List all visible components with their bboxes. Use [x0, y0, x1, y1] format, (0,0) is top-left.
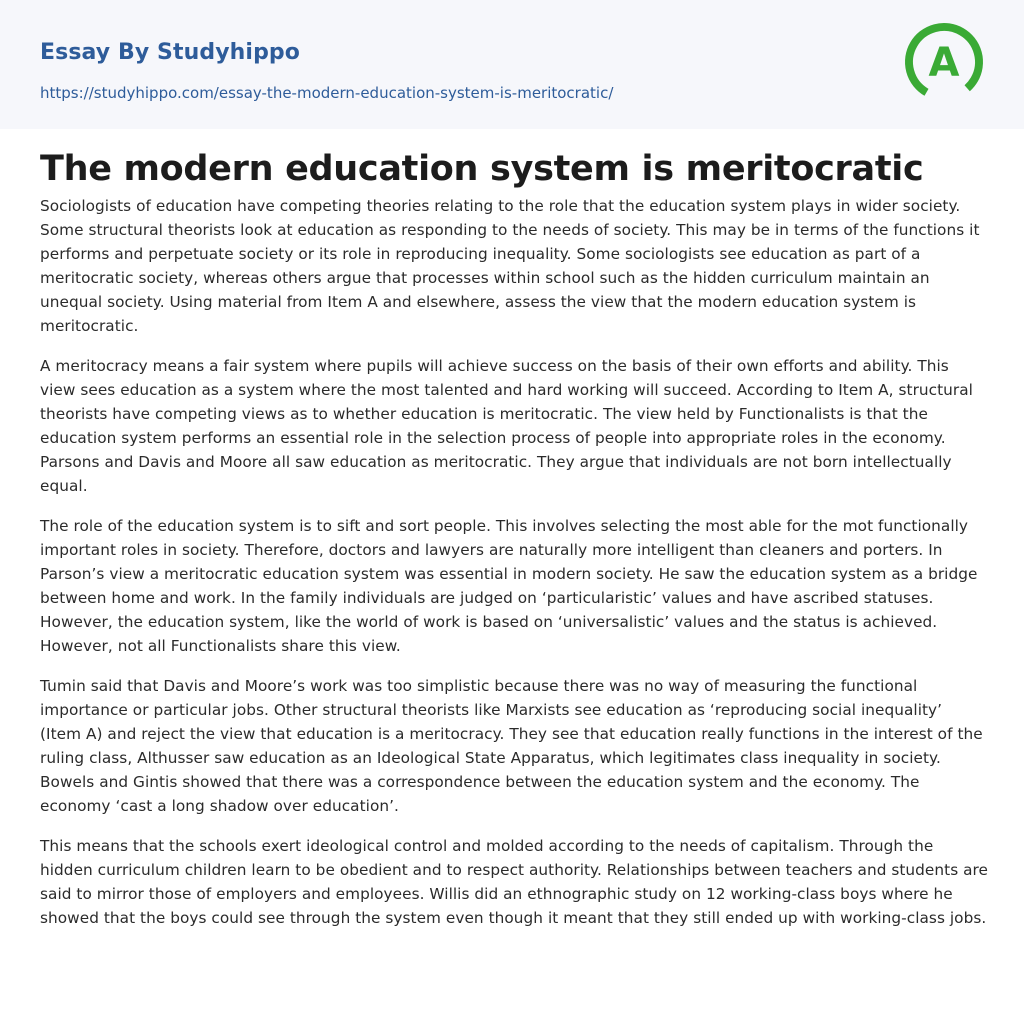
essay-paragraph: This means that the schools exert ideological control and molded according to the needs of capitalism. Through the hidden curriculum children learn to be obedient and to respect authority. Relationships between teachers and students are said to mirror those of employers and employees. Willis did an ethnographic study on 12 working-class boys where he showed that the boys could see through the system even though it meant that they still ended up with working-class jobs.: [40, 837, 989, 927]
essay-paragraph: A meritocracy means a fair system where pupils will achieve success on the basis of their own efforts and ability. This view sees education as a system where the most talented and hard working will succeed. According to Item A, structural theorists have competing views as to whether education is meritocratic. The view held by Functionalists is that the education system performs an essential role in the selection process of people into appropriate roles in the economy. Parsons and Davis and Moore all saw education as meritocratic. They argue that individuals are not born intellectually equal.: [40, 357, 973, 495]
site-header: [0, 0, 1024, 129]
essay-paragraph: The role of the education system is to sift and sort people. This involves selecting the most able for the mot functionally important roles in society. Therefore, doctors and lawyers are naturally more intelligent than cleaners and porters. In Parson’s view a meritocratic education system was essential in modern society. He saw the education system as a bridge between home and work. In the family individuals are judged on ‘particularistic’ values and have ascribed statuses. However, the education system, like the world of work is based on ‘universalistic’ values and the status is achieved. However, not all Functionalists share this view.: [40, 517, 978, 655]
logo-letter: A: [928, 40, 960, 86]
essay-paragraph: Tumin said that Davis and Moore’s work was too simplistic because there was no way of measuring the functional importance or particular jobs. Other structural theorists like Marxists see education as ‘reproducing social inequality’ (Item A) and reject the view that education is a meritocracy. They see that education really functions in the interest of the ruling class, Althusser saw education as an Ideological State Apparatus, which legitimates class inequality in society. Bowels and Gintis showed that there was a correspondence between the education system and the economy. The economy ‘cast a long shadow over education’.: [40, 677, 983, 815]
brand-title[interactable]: Essay By Studyhippo: [40, 40, 300, 65]
essay-content: [40, 129, 988, 946]
essay-paragraph: Sociologists of education have competing theories relating to the role that the education system plays in wider society. Some structural theorists look at education as responding to the needs of society. This may be in terms of the functions it performs and perpetuate society or its role in reproducing inequality. Some sociologists see education as part of a meritocratic society, whereas others argue that processes within school such as the hidden curriculum maintain an unequal society. Using material from Item A and elsewhere, assess the view that the modern education system is meritocratic.: [40, 197, 980, 335]
source-url-link[interactable]: https://studyhippo.com/essay-the-modern-education-system-is-meritocratic/: [40, 84, 614, 102]
page-title: The modern education system is meritocratic: [40, 149, 924, 189]
studyhippo-logo-icon[interactable]: [900, 18, 988, 106]
